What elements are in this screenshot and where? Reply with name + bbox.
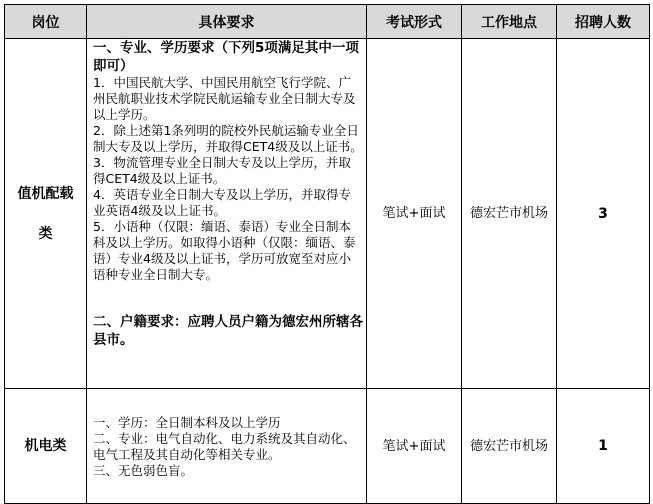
requirements-cell xyxy=(87,39,367,389)
headcount-cell: 1 xyxy=(557,389,650,504)
recruitment-table xyxy=(4,4,650,504)
post-cell xyxy=(5,389,87,504)
post-cell xyxy=(5,39,87,389)
requirement-item: 5．小语种（仅限：缅语、泰语）专业全日制本科及以上学历。如取得小语种（仅限：缅语、泰语）专业4级及以上证书，学历可放宽至对应小语种专业全日制大专。 xyxy=(93,219,356,282)
exam-format-cell: 笔试+面试 xyxy=(367,389,462,504)
table-row xyxy=(5,39,650,389)
requirements-cell xyxy=(87,389,367,504)
requirement-item: 2．除上述第1条列明的院校外民航运输专业全日制大专及以上学历，并取得CET4级及以上证书。 xyxy=(93,123,363,154)
header-exam-format: 考试形式 xyxy=(367,5,462,39)
post-name-line: 类 xyxy=(38,225,53,242)
header-row xyxy=(5,5,650,39)
header-headcount: 招聘人数 xyxy=(557,5,650,39)
requirement-item: 4．英语专业全日制大专及以上学历，并取得专业英语4级及以上证书。 xyxy=(93,187,351,218)
work-location-cell: 德宏芒市机场 xyxy=(462,39,557,389)
requirement-item: 二、专业：电气自动化、电力系统及其自动化、电气工程及其自动化等相关专业。 xyxy=(93,431,356,462)
requirement-heading: 二、户籍要求：应聘人员户籍为德宏州所辖各县市。 xyxy=(93,314,363,348)
post-name-line: 机电类 xyxy=(24,438,67,454)
requirement-item: 三、无色弱色盲。 xyxy=(93,463,194,478)
post-name-line: 值机配载 xyxy=(17,185,74,202)
headcount-cell: 3 xyxy=(557,39,650,389)
requirement-item: 1．中国民航大学、中国民用航空飞行学院、广州民航职业技术学院民航运输专业全日制大专及以上学历。 xyxy=(93,75,356,122)
requirement-item: 一、学历：全日制本科及以上学历 xyxy=(93,415,281,430)
exam-format-cell: 笔试+面试 xyxy=(367,39,462,389)
header-post: 岗位 xyxy=(5,5,87,39)
requirement-item: 3．物流管理专业全日制大专及以上学历，并取得CET4级及以上证书。 xyxy=(93,155,351,186)
header-work-location: 工作地点 xyxy=(462,5,557,39)
header-requirements: 具体要求 xyxy=(87,5,367,39)
table-row xyxy=(5,389,650,504)
requirement-heading: 一、专业、学历要求（下列5项满足其中一项即可） xyxy=(93,40,359,74)
work-location-cell: 德宏芒市机场 xyxy=(462,389,557,504)
